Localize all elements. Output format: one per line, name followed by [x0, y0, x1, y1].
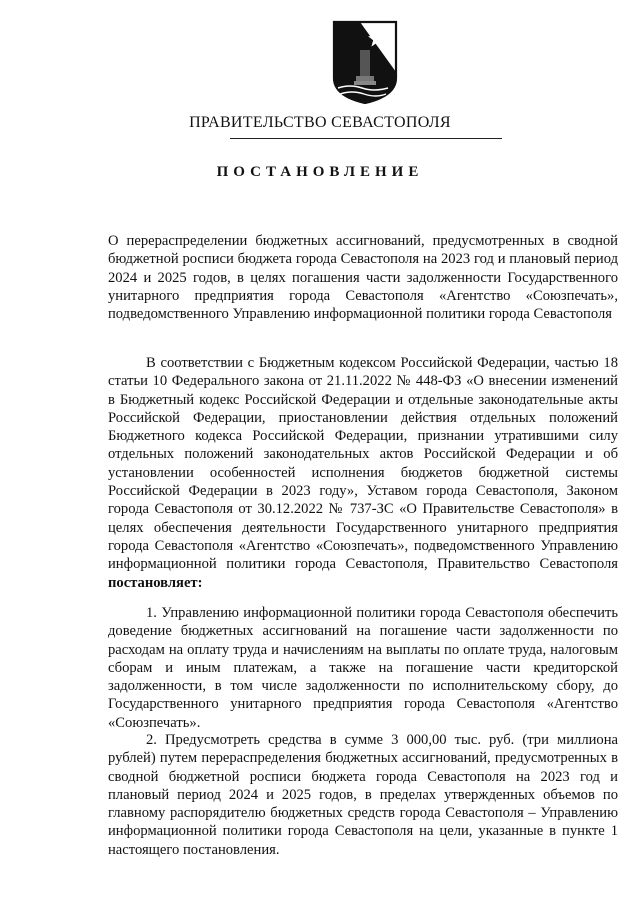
document-type-heading: ПОСТАНОВЛЕНИЕ — [216, 164, 424, 180]
clause-2: 2. Предусмотреть средства в сумме 3 000,00 тыс. руб. (три миллиона рублей) путем перераспределения бюджетных ассигнований, предусмотренных в сводной бюджетной росписи бюджета города Севастополя на 2023 год и плановый период 2024 и 2025 годов, в пределах утвержденных объемов по главному распорядителю бюджетных средств города Севастополя – Управлению информационной политики города Севастополя на цели, указанные в пункте 1 настоящего постановления. — [108, 732, 618, 858]
clause-1: 1. Управлению информационной политики города Севастополя обеспечить доведение бюджетных ассигнований на погашение части задолженности по расходам на оплату труда и начислениям на выплаты по оплате труда, налоговым сборам и иным платежам, а также на погашение части кредиторской задолженности, в том числе задолженности по исполнительскому сбору, до Государственного унитарного предприятия города Севастополя «Агентство «Союзпечать». — [108, 605, 618, 731]
government-title: ПРАВИТЕЛЬСТВО СЕВАСТОПОЛЯ — [189, 114, 451, 131]
resolves-keyword: постановляет: — [108, 574, 203, 591]
preamble-text: В соответствии с Бюджетным кодексом Российской Федерации, частью 18 статьи 10 Федерального закона от 21.11.2022 № 448-ФЗ «О внесении изменений в Бюджетный кодекс Российской Федерации и отдельные законодательные акты Российской Федерации, приостановлении действия отдельных положений Бюджетного кодекса Российской Федерации, признании утратившими силу отдельных положений законодательных актов Российской Федерации и об установлении особенностей исполнения бюджетов бюджетной системы Российской Федерации в 2023 году», Уставом города Севастополя, Законом города Севастополя от 30.12.2022 № 737-ЗС «О Правительстве Севастополя» в целях обеспечения деятельности Государственного унитарного предприятия города Севастополя «Агентство «Союзпечать», подведомственного Управлению информационной политики города Севастополя, Правительство Севастополя — [108, 355, 618, 573]
title-underline — [230, 138, 502, 139]
resolution-subject: О перераспределении бюджетных ассигнований, предусмотренных в сводной бюджетной росписи бюджета города Севастополя на 2023 год и плановый период 2024 и 2025 годов, в целях погашения части задолженности Государственного унитарного предприятия города Севастополя «Агентство «Союзпечать», подведомственного Управлению информационной политики города Севастополя — [108, 233, 618, 323]
preamble-paragraph — [108, 354, 618, 592]
sevastopol-coat-of-arms-icon — [330, 20, 400, 104]
